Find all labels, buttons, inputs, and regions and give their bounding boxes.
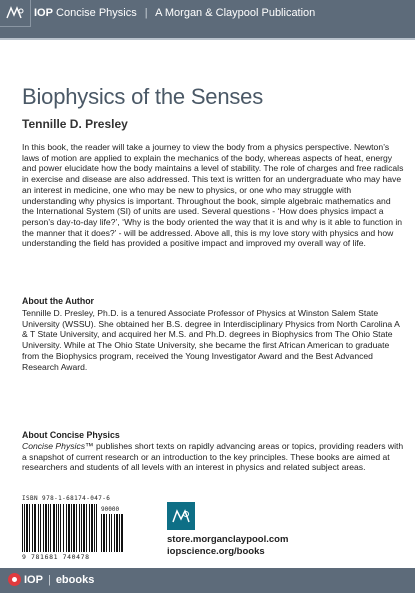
series-name: Concise Physics (56, 7, 137, 19)
series-iop: IOP (34, 7, 53, 19)
about-concise-body: publishes short texts on rapidly advancing areas or topics, providing readers with a snapshot of current research or an introduction to the key principles. These books are aimed at researchers and students of all levels with an interest in physics and related subject areas. (22, 441, 404, 473)
publisher-name: A Morgan & Claypool Publication (155, 7, 316, 19)
book-title: Biophysics of the Senses (22, 84, 264, 109)
concise-brand: Concise Physics™ (22, 441, 94, 451)
publisher-logo (0, 0, 31, 27)
mc-logo-icon (5, 5, 25, 21)
footer-separator: | (47, 573, 51, 586)
store-url[interactable]: store.morganclaypool.com (167, 534, 289, 545)
about-concise-text (22, 441, 404, 473)
morgan-claypool-logo (167, 502, 195, 530)
header-separator: | (144, 7, 148, 19)
barcode-addon-bars (101, 514, 123, 552)
footer-iop: IOP (24, 573, 43, 586)
isbn-barcode (22, 495, 128, 565)
mc-emblem-icon (170, 505, 192, 527)
isbn-label: ISBN 978-1-68174-047-6 (22, 495, 111, 502)
store-urls (167, 534, 288, 558)
about-author-heading: About the Author (22, 296, 94, 306)
footer-ebooks: ebooks (55, 573, 95, 586)
iopscience-url[interactable]: iopscience.org/books (167, 546, 265, 557)
barcode-bar (121, 514, 123, 552)
iop-logo-icon (8, 573, 21, 586)
header-rule (0, 38, 415, 40)
book-blurb: In this book, the reader will take a journey to view the body from a physics perspective. Newton’s laws of motion are applied to explain the mechanics of the body, whereas aspects of heat, energy and power elucidate how the body maintains a level of stability. The role of charges and free radicals in exercise and disease are also addressed. This text is written for an undergraduate who may have an interest in medicine, one who may be new to physics, or one who may struggle with understanding why physics is important. Throughout the book, simple algebraic mathematics and the International System (SI) of units are used. Several questions - ‘How does physics impact a person’s day-to-day life?’, ‘Why is the body oriented the way that it is and why is it able to function in the manner that it does?’ - will be addressed. Above all, this is my love story with physics and how understanding the field has provided a positive impact and improved my overall way of life. (22, 142, 404, 249)
barcode-addon (101, 506, 123, 552)
footer-brand (8, 573, 94, 586)
barcode-bars-row (22, 504, 128, 552)
barcode-number: 9 781681 740478 (22, 553, 90, 561)
book-author: Tennille D. Presley (22, 117, 128, 131)
barcode-bars (22, 504, 97, 552)
about-author-text: Tennille D. Presley, Ph.D. is a tenured Associate Professor of Physics at Winston Salem State University (WSSU). She obtained her B.S. degree in Interdisciplinary Physics from North Carolina A & T State University, and acquired her M.S. and Ph.D. degrees in Biophysics from The Ohio State University. While at The Ohio State University, she became the first African American to graduate from the Biophysics program, received the Young Investigator Award and the Best Advanced Research Award. (22, 308, 400, 372)
series-title (34, 7, 315, 19)
header-bar (0, 0, 415, 38)
footer-bar (0, 568, 415, 593)
about-concise-heading: About Concise Physics (22, 430, 120, 440)
barcode-bar (96, 504, 97, 552)
barcode-addon-number: 90000 (101, 506, 120, 513)
